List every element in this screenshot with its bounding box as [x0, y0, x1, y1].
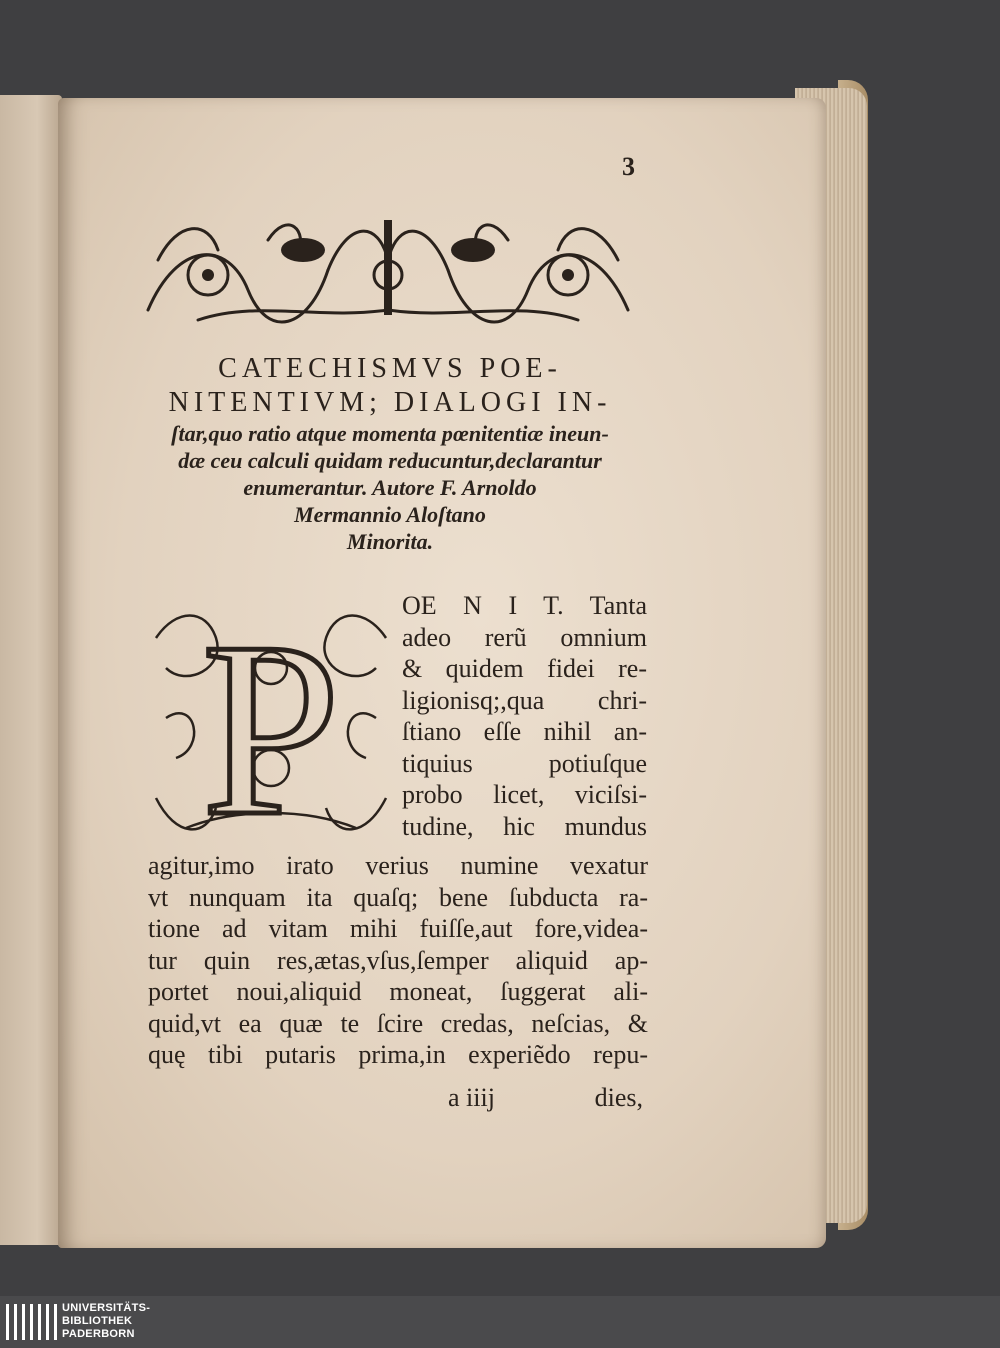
title-line: dæ ceu calculi quidam reducuntur,declarantur: [178, 448, 602, 473]
text-line: tur quin res,ætas,vſus,ſemper aliquid ap-: [148, 945, 648, 975]
text-line: probo licet, viciſsi-: [402, 780, 647, 809]
text-line: tione ad vitam mihi fuiſſe,aut fore,videa-: [148, 914, 648, 943]
title-line: CATECHISMVS POE-: [218, 353, 562, 384]
decorated-initial: [146, 598, 396, 848]
logo-line: BIBLIOTHEK: [62, 1315, 133, 1327]
text-line: tiquius potiuſque: [402, 748, 647, 778]
text-line: quid,vt ea quæ te ſcire credas, neſcias, &: [148, 1008, 648, 1038]
text-line: agitur,imo irato verius numine vexatur: [148, 851, 648, 880]
text-line: ſtiano eſſe nihil an-: [402, 717, 647, 746]
text-line: OE N I T. Tanta: [402, 591, 647, 620]
ornamental-headpiece: [138, 200, 638, 335]
text-line: & quidem fidei re-: [402, 654, 647, 683]
left-page-edge: [0, 95, 62, 1245]
text-beside-initial: [402, 590, 647, 842]
title-line: enumerantur. Autore F. Arnoldo: [243, 475, 537, 500]
logo-line: PADERBORN: [62, 1328, 135, 1340]
logo-line: UNIVERSITÄTS-: [62, 1302, 151, 1314]
signature-mark: a iiij: [448, 1083, 495, 1112]
text-line: ligionisq;,qua chri-: [402, 685, 647, 715]
title-line: ſtar,quo ratio atque momenta pœnitentiæ ineun-: [171, 421, 609, 446]
title-line: Minorita.: [346, 529, 434, 554]
library-logo-text: [62, 1302, 150, 1341]
initial-letter: P: [201, 598, 341, 848]
title-line: NITENTIVM; DIALOGI IN-: [168, 387, 612, 418]
text-line: quę tibi putaris prima,in experiẽdo repu-: [148, 1040, 648, 1069]
title-block: [140, 352, 640, 555]
library-logo-icon: [6, 1304, 57, 1340]
text-full-width: [148, 850, 648, 1071]
text-line: vt nunquam ita quaſq; bene ſubducta ra-: [148, 882, 648, 912]
text-line: adeo rerũ omnium: [402, 622, 647, 652]
page-number: 3: [622, 152, 635, 181]
title-line: Mermannio Aloſtano: [294, 502, 486, 527]
signature-line: [448, 1083, 643, 1113]
library-footer: [0, 1296, 1000, 1348]
catchword: dies,: [594, 1083, 643, 1112]
text-line: portet noui,aliquid moneat, ſuggerat ali-: [148, 977, 648, 1006]
text-line: tudine, hic mundus: [402, 811, 647, 841]
